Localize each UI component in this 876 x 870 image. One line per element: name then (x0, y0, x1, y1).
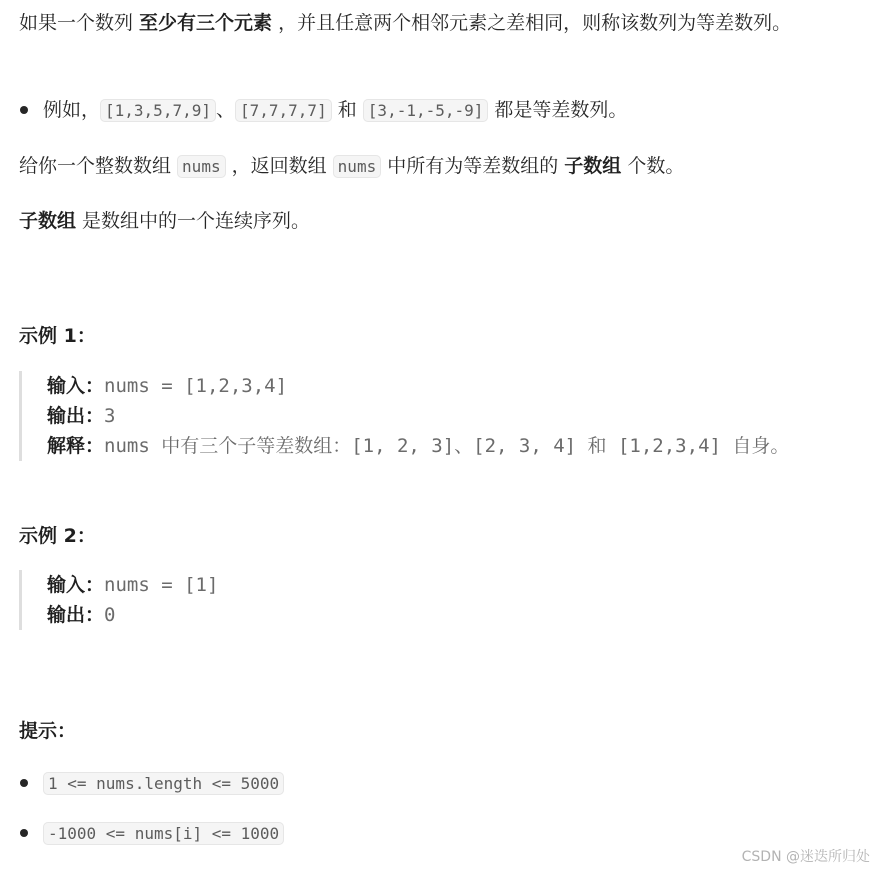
task-text-4: 个数。 (621, 155, 685, 177)
inline-code: nums (177, 155, 226, 178)
inline-code: [1,3,5,7,9] (100, 99, 216, 122)
output-label: 输出： (47, 604, 105, 626)
hint-item (43, 767, 284, 800)
bullet-dot (20, 779, 28, 787)
example-suffix: 都是等差数列。 (488, 99, 628, 121)
task-text-2: ，返回数组 (225, 155, 333, 177)
input-label: 输入： (47, 574, 105, 596)
example1-input-line (47, 371, 847, 401)
example2-input-line (47, 570, 847, 600)
definition-bold: 子数组 (19, 210, 77, 232)
watermark: CSDN @迷迭所归处 (741, 849, 870, 865)
hints-heading: 提示： (19, 720, 77, 742)
inline-code: [7,7,7,7] (235, 99, 332, 122)
hint-item (43, 817, 284, 850)
hint-code: -1000 <= nums[i] <= 1000 (43, 822, 284, 845)
inline-code: [3,-1,-5,-9] (363, 99, 489, 122)
example1-heading: 示例 1： (19, 325, 96, 347)
input-value: nums = [1,2,3,4] (104, 375, 288, 397)
intro-text-1: 如果一个数列 (19, 12, 140, 34)
input-label: 输入： (47, 375, 105, 397)
task-bold: 子数组 (564, 155, 622, 177)
input-value: nums = [1] (104, 574, 219, 596)
task-paragraph (19, 150, 684, 183)
bullet-dot (20, 106, 28, 114)
separator: 和 (331, 99, 363, 121)
task-text-3: 中所有为等差数组的 (381, 155, 565, 177)
example2-block (19, 570, 847, 630)
example-bullet-item (43, 94, 627, 127)
hint-code: 1 <= nums.length <= 5000 (43, 772, 284, 795)
output-value: 3 (104, 405, 116, 427)
task-text-1: 给你一个整数数组 (19, 155, 178, 177)
example2-heading: 示例 2： (19, 525, 96, 547)
inline-code: nums (333, 155, 382, 178)
example1-explain-line (47, 431, 837, 461)
intro-paragraph (19, 7, 849, 39)
explain-value: nums 中有三个子等差数组：[1, 2, 3]、[2, 3, 4] 和 [1,2,3,4] 自身。 (104, 435, 790, 457)
example1-block (19, 371, 847, 461)
definition-text: 是数组中的一个连续序列。 (76, 210, 311, 232)
separator: 、 (215, 99, 235, 121)
bullet-dot (20, 829, 28, 837)
explain-label: 解释： (47, 435, 105, 457)
example-prefix: 例如， (43, 99, 101, 121)
example1-output-line (47, 401, 847, 431)
output-value: 0 (104, 604, 116, 626)
output-label: 输出： (47, 405, 105, 427)
intro-text-2: ，并且任意两个相邻元素之差相同，则称该数列为等差数列。 (272, 12, 792, 34)
example2-output-line (47, 600, 847, 630)
definition-paragraph (19, 205, 310, 237)
intro-bold: 至少有三个元素 (139, 12, 273, 34)
